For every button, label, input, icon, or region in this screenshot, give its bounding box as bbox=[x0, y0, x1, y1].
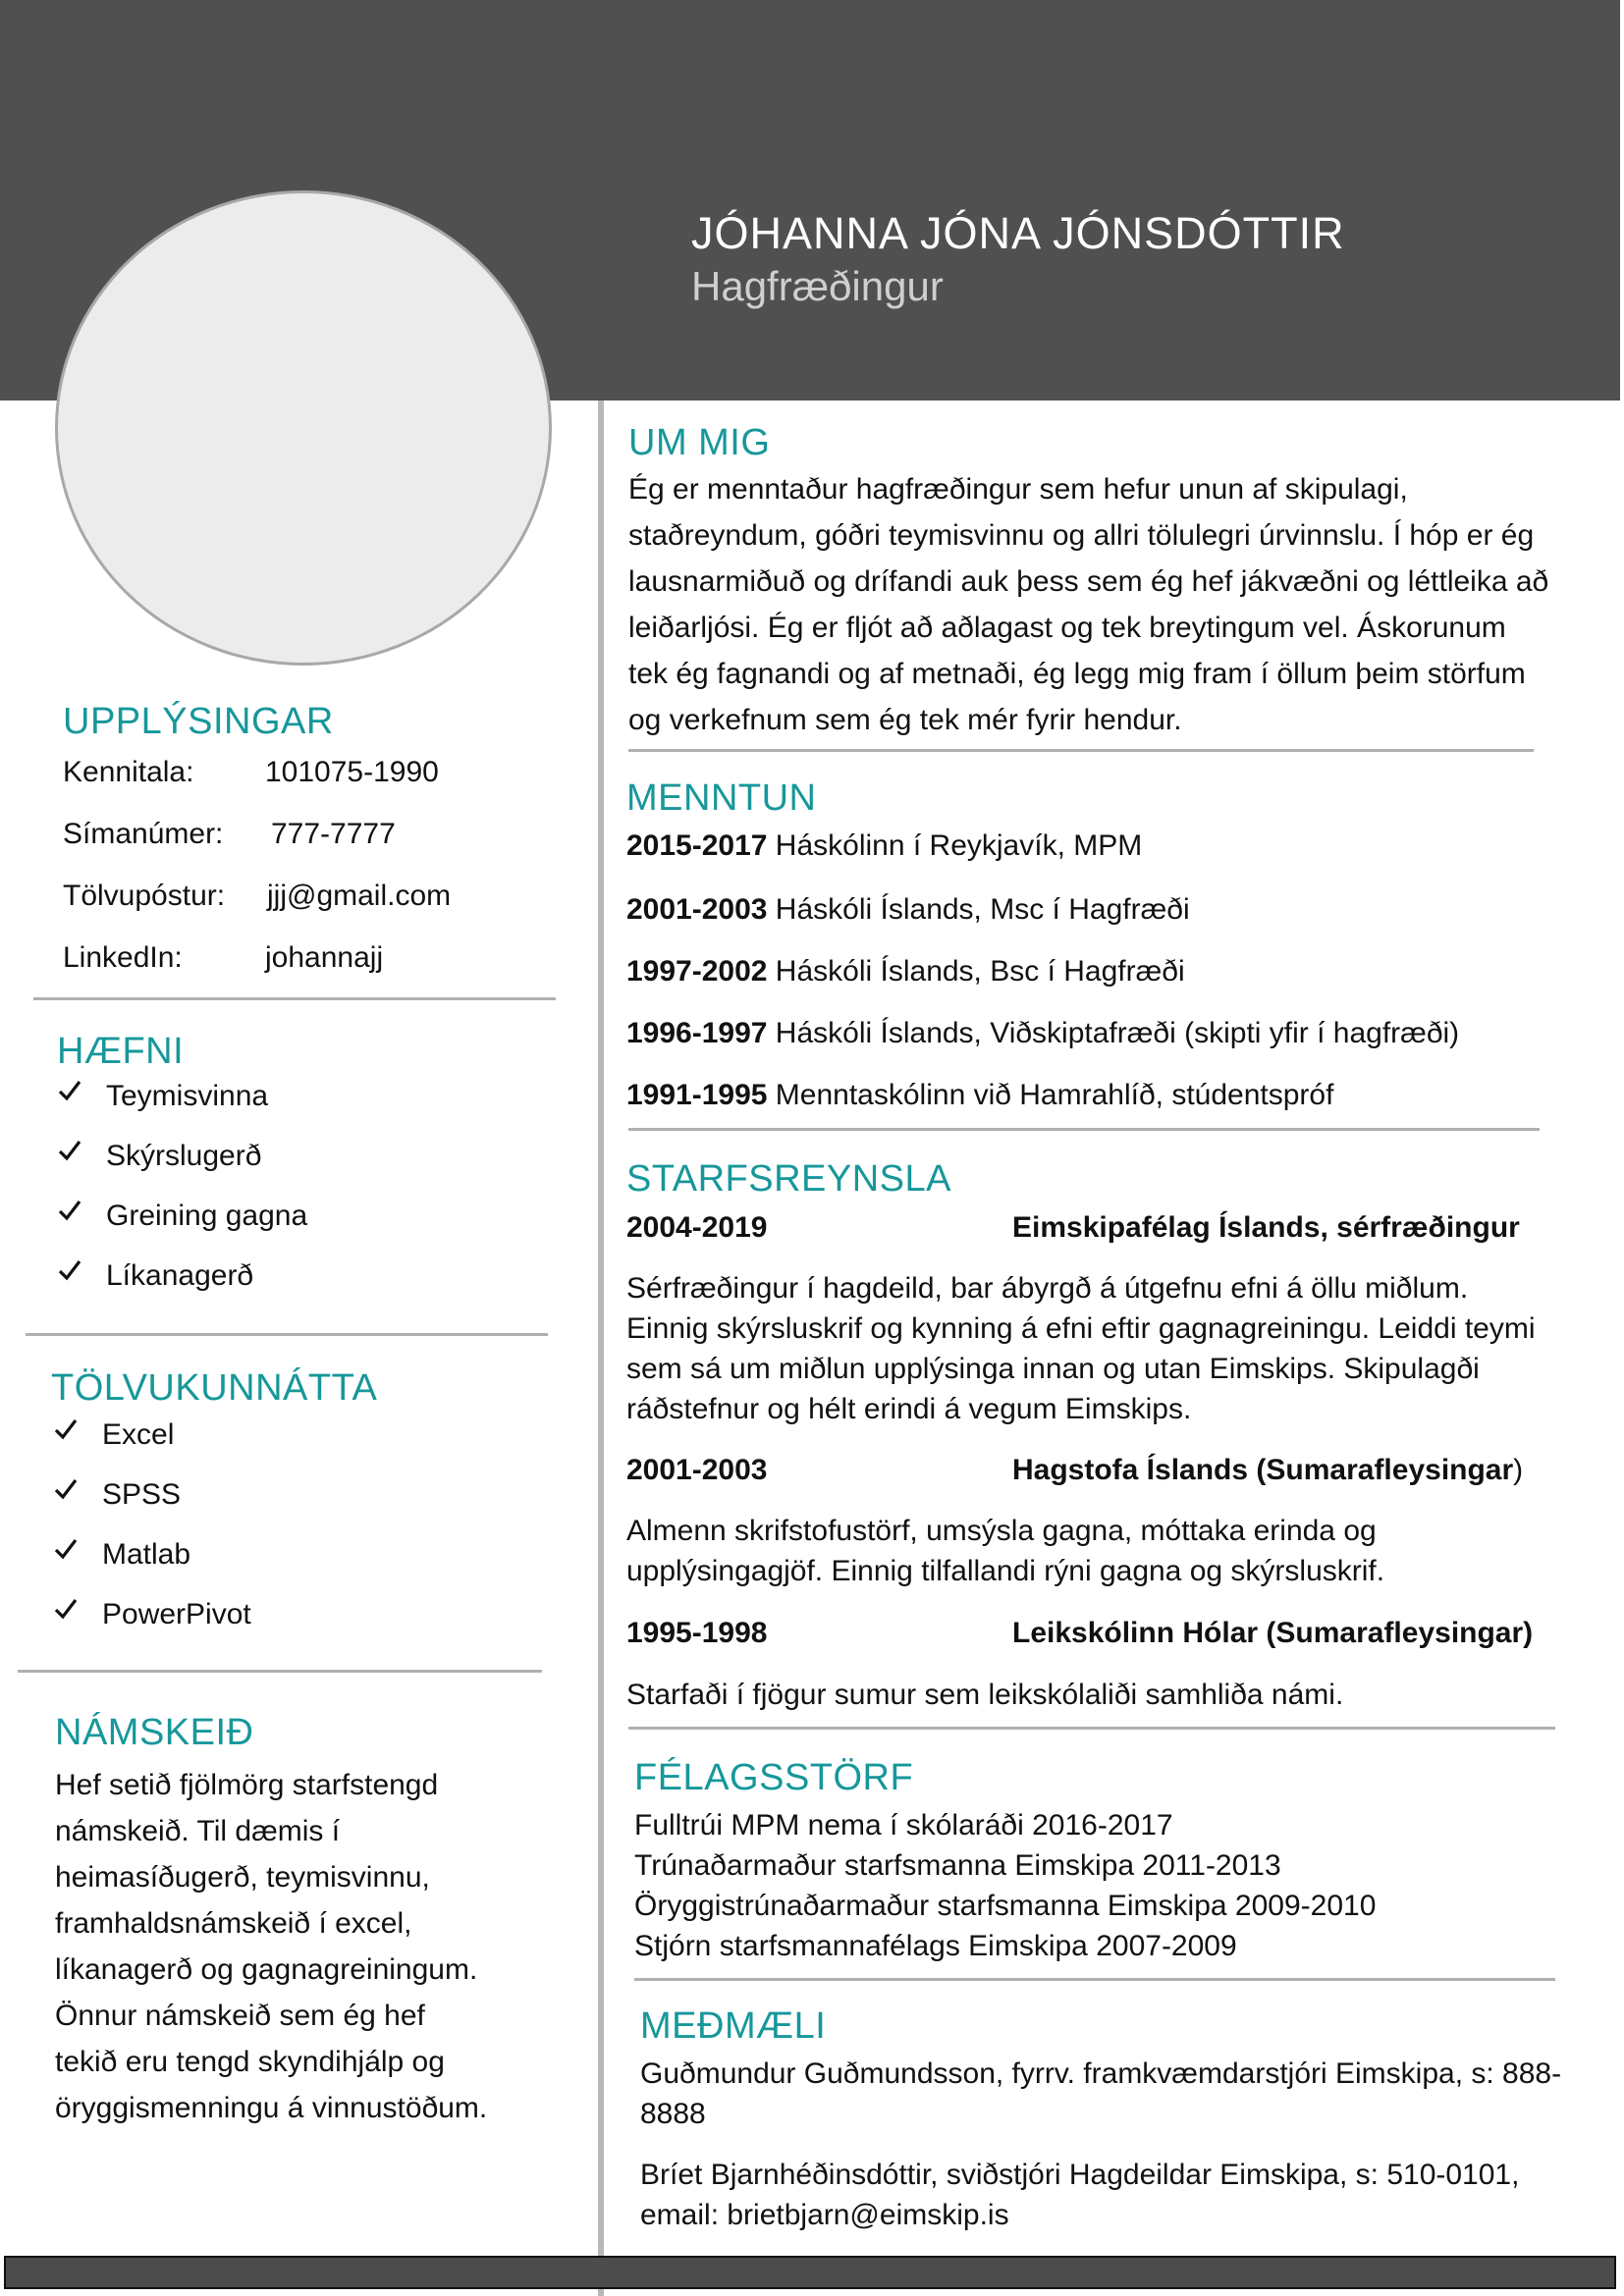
courses-text-line: námskeið. Til dæmis í bbox=[55, 1815, 341, 1847]
skills-heading: HÆFNI bbox=[57, 1031, 185, 1072]
skill-item: Líkanagerð bbox=[106, 1259, 254, 1292]
education-years: 2015-2017 bbox=[626, 829, 768, 862]
education-years: 1997-2002 bbox=[626, 955, 768, 988]
job-years: 2001-2003 bbox=[626, 1454, 768, 1486]
checkmark-icon bbox=[53, 1596, 79, 1622]
courses-text-line: heimasíðugerð, teymisvinnu, bbox=[55, 1861, 430, 1894]
checkmark-icon bbox=[53, 1476, 79, 1502]
references-heading: MEÐMÆLI bbox=[640, 2005, 827, 2047]
job-employer-tail: ) bbox=[1513, 1454, 1524, 1486]
info-heading: UPPLÝSINGAR bbox=[63, 701, 334, 742]
info-label-linkedin: LinkedIn: bbox=[63, 941, 183, 974]
courses-text-line: framhaldsnámskeið í excel, bbox=[55, 1907, 412, 1940]
computer-skill-item: Excel bbox=[102, 1418, 175, 1451]
checkmark-icon bbox=[53, 1416, 79, 1442]
candidate-name: JÓHANNA JÓNA JÓNSDÓTTIR bbox=[691, 208, 1345, 258]
education-text: Háskólinn í Reykjavík, MPM bbox=[767, 829, 1143, 862]
about-text-line: og verkefnum sem ég tek mér fyrir hendur. bbox=[628, 704, 1182, 736]
social-item: Öryggistrúnaðarmaður starfsmanna Eimskipa 2009-2010 bbox=[634, 1890, 1377, 1922]
job-description-line: Sérfræðingur í hagdeild, bar ábyrgð á útgefnu efni á öllu miðlum. bbox=[626, 1272, 1469, 1305]
reference-line: Guðmundur Guðmundsson, fyrrv. framkvæmdarstjóri Eimskipa, s: 888- bbox=[640, 2057, 1562, 2090]
checkmark-icon bbox=[57, 1198, 82, 1223]
divider bbox=[33, 997, 556, 1000]
education-text: Háskóli Íslands, Viðskiptafræði (skipti yfir í hagfræði) bbox=[767, 1017, 1460, 1049]
education-years: 1991-1995 bbox=[626, 1079, 768, 1111]
job-description-line: Starfaði í fjögur sumur sem leikskólaliði samhliða námi. bbox=[626, 1679, 1344, 1711]
about-heading: UM MIG bbox=[628, 422, 771, 463]
divider bbox=[628, 749, 1534, 752]
info-value-kennitala: 101075-1990 bbox=[265, 756, 439, 788]
computer-skill-item: Matlab bbox=[102, 1538, 191, 1571]
checkmark-icon bbox=[57, 1138, 82, 1163]
info-value-phone: 777-7777 bbox=[271, 818, 396, 850]
social-item: Fulltrúi MPM nema í skólaráði 2016-2017 bbox=[634, 1809, 1173, 1842]
checkmark-icon bbox=[57, 1078, 82, 1103]
skill-item: Skýrslugerð bbox=[106, 1140, 262, 1172]
divider bbox=[18, 1670, 542, 1673]
courses-text-line: tekið eru tengd skyndihjálp og bbox=[55, 2046, 445, 2078]
courses-text-line: öryggismenningu á vinnustöðum. bbox=[55, 2092, 488, 2124]
about-text-line: leiðarljósi. Ég er fljót að aðlagast og tek breytingum vel. Áskorunum bbox=[628, 612, 1506, 644]
courses-heading: NÁMSKEIÐ bbox=[55, 1712, 254, 1753]
education-text: Háskóli Íslands, Bsc í Hagfræði bbox=[767, 955, 1185, 988]
education-item bbox=[626, 1079, 1333, 1112]
about-text-line: staðreyndum, góðri teymisvinnu og allri tölulegri úrvinnslu. Í hóp er ég bbox=[628, 519, 1535, 552]
education-heading: MENNTUN bbox=[626, 777, 817, 819]
job-employer-name: Hagstofa Íslands (Sumarafleysingar bbox=[1012, 1454, 1514, 1486]
computer-skill-item: SPSS bbox=[102, 1478, 182, 1511]
social-heading: FÉLAGSSTÖRF bbox=[634, 1757, 914, 1798]
divider bbox=[628, 1128, 1540, 1131]
skill-item: Teymisvinna bbox=[106, 1080, 269, 1112]
checkmark-icon bbox=[53, 1536, 79, 1562]
education-text: Háskóli Íslands, Msc í Hagfræði bbox=[767, 893, 1190, 926]
courses-text-line: Önnur námskeið sem ég hef bbox=[55, 2000, 425, 2032]
job-years: 2004-2019 bbox=[626, 1211, 768, 1244]
education-item bbox=[626, 893, 1190, 927]
reference-line: email: brietbjarn@eimskip.is bbox=[640, 2199, 1009, 2231]
education-years: 2001-2003 bbox=[626, 893, 768, 926]
computer-skill-item: PowerPivot bbox=[102, 1598, 251, 1630]
job-description-line: ráðstefnur og hélt erindi á vegum Eimskips. bbox=[626, 1393, 1192, 1425]
about-text-line: Ég er menntaður hagfræðingur sem hefur unun af skipulagi, bbox=[628, 473, 1408, 506]
job-description-line: sem sá um miðlun upplýsinga innan og utan Eimskips. Skipulagði bbox=[626, 1353, 1480, 1385]
info-value-linkedin: johannajj bbox=[265, 941, 384, 974]
footer-bar bbox=[4, 2256, 1616, 2289]
about-text-line: lausnarmiðuð og drífandi auk þess sem ég hef jákvæðni og léttleika að bbox=[628, 565, 1549, 598]
education-years: 1996-1997 bbox=[626, 1017, 768, 1049]
job-description-line: Almenn skrifstofustörf, umsýsla gagna, móttaka erinda og bbox=[626, 1515, 1377, 1547]
divider bbox=[634, 1978, 1555, 1981]
experience-heading: STARFSREYNSLA bbox=[626, 1158, 951, 1200]
computer-heading: TÖLVUKUNNÁTTA bbox=[51, 1367, 378, 1409]
courses-text-line: líkanagerð og gagnagreiningum. bbox=[55, 1953, 478, 1986]
info-label-phone: Símanúmer: bbox=[63, 818, 224, 850]
column-divider bbox=[598, 400, 604, 2296]
job-description-line: Einnig skýrsluskrif og kynning á efni eftir gagnagreiningu. Leiddi teymi bbox=[626, 1312, 1536, 1345]
about-text-line: tek ég fagnandi og af metnaði, ég legg mig fram í öllum þeim störfum bbox=[628, 658, 1526, 690]
job-employer bbox=[1012, 1454, 1523, 1487]
courses-text-line: Hef setið fjölmörg starfstengd bbox=[55, 1769, 439, 1801]
education-text: Menntaskólinn við Hamrahlíð, stúdentspróf bbox=[767, 1079, 1334, 1111]
skill-item: Greining gagna bbox=[106, 1200, 308, 1232]
info-label-kennitala: Kennitala: bbox=[63, 756, 194, 788]
job-employer: Eimskipafélag Íslands, sérfræðingur bbox=[1012, 1211, 1520, 1244]
education-item bbox=[626, 829, 1142, 863]
social-item: Stjórn starfsmannafélags Eimskipa 2007-2009 bbox=[634, 1930, 1237, 1962]
candidate-title: Hagfræðingur bbox=[691, 263, 944, 309]
divider bbox=[26, 1333, 548, 1336]
info-label-email: Tölvupóstur: bbox=[63, 880, 226, 912]
reference-line: Bríet Bjarnhéðinsdóttir, sviðstjóri Hagdeildar Eimskipa, s: 510-0101, bbox=[640, 2159, 1520, 2191]
education-item bbox=[626, 1017, 1459, 1050]
job-description-line: upplýsingagjöf. Einnig tilfallandi rýni gagna og skýrsluskrif. bbox=[626, 1555, 1385, 1587]
education-item bbox=[626, 955, 1185, 988]
info-value-email: jjj@gmail.com bbox=[267, 880, 452, 912]
reference-line: 8888 bbox=[640, 2098, 706, 2130]
social-item: Trúnaðarmaður starfsmanna Eimskipa 2011-2013 bbox=[634, 1849, 1281, 1882]
job-years: 1995-1998 bbox=[626, 1617, 768, 1649]
divider bbox=[628, 1727, 1555, 1730]
profile-photo-placeholder bbox=[55, 190, 552, 666]
checkmark-icon bbox=[57, 1257, 82, 1283]
job-employer: Leikskólinn Hólar (Sumarafleysingar) bbox=[1012, 1617, 1534, 1649]
